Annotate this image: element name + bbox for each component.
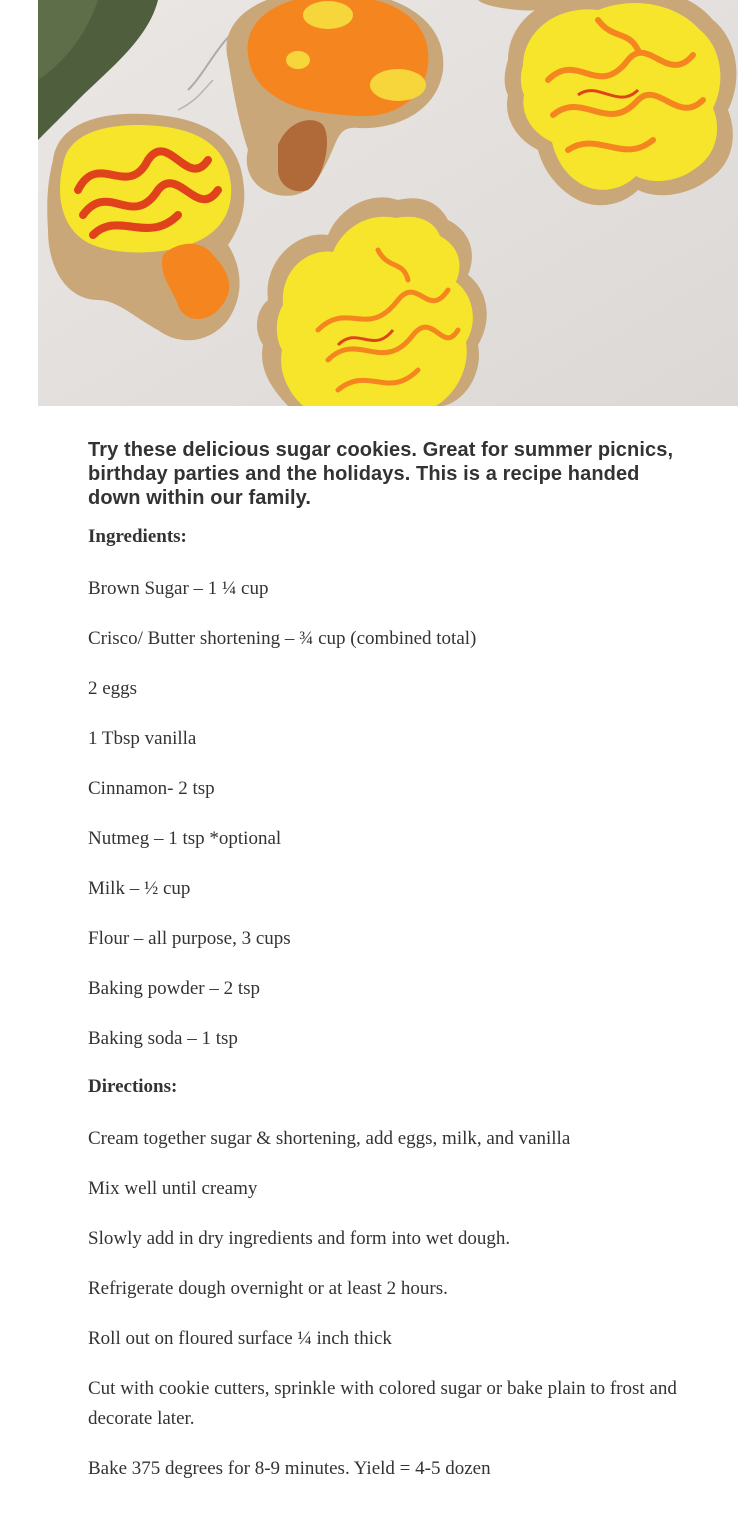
hero-image — [38, 0, 738, 406]
directions-heading: Directions: — [88, 1076, 178, 1097]
ingredient-item: 2 eggs — [88, 678, 138, 699]
direction-step: Slowly add in dry ingredients and form into wet dough. — [88, 1228, 511, 1249]
direction-step: Cut with cookie cutters, sprinkle with colored sugar or bake plain to frost and decorate later. — [88, 1378, 677, 1429]
direction-step: Refrigerate dough overnight or at least 2 hours. — [88, 1278, 448, 1299]
cookies-photo — [38, 0, 738, 406]
ingredient-item: Baking soda – 1 tsp — [88, 1028, 238, 1049]
ingredients-heading: Ingredients: — [88, 526, 187, 547]
ingredient-item: Flour – all purpose, 3 cups — [88, 928, 291, 949]
ingredient-item: 1 Tbsp vanilla — [88, 728, 197, 749]
ingredient-item: Brown Sugar – 1 ¼ cup — [88, 578, 269, 599]
ingredient-item: Milk – ½ cup — [88, 878, 191, 899]
recipe-content — [88, 438, 688, 1504]
direction-step: Cream together sugar & shortening, add eggs, milk, and vanilla — [88, 1128, 571, 1149]
direction-step: Roll out on floured surface ¼ inch thick — [88, 1328, 392, 1349]
ingredient-item: Crisco/ Butter shortening – ¾ cup (combined total) — [88, 628, 477, 649]
direction-step: Mix well until creamy — [88, 1178, 258, 1199]
ingredient-item: Baking powder – 2 tsp — [88, 978, 261, 999]
ingredient-item: Cinnamon- 2 tsp — [88, 778, 215, 799]
direction-step: Bake 375 degrees for 8-9 minutes. Yield = 4-5 dozen — [88, 1458, 491, 1479]
ingredient-item: Nutmeg – 1 tsp *optional — [88, 828, 282, 849]
recipe-intro: Try these delicious sugar cookies. Great for summer picnics, birthday parties and the holidays. This is a recipe handed down within our family. — [88, 439, 674, 509]
